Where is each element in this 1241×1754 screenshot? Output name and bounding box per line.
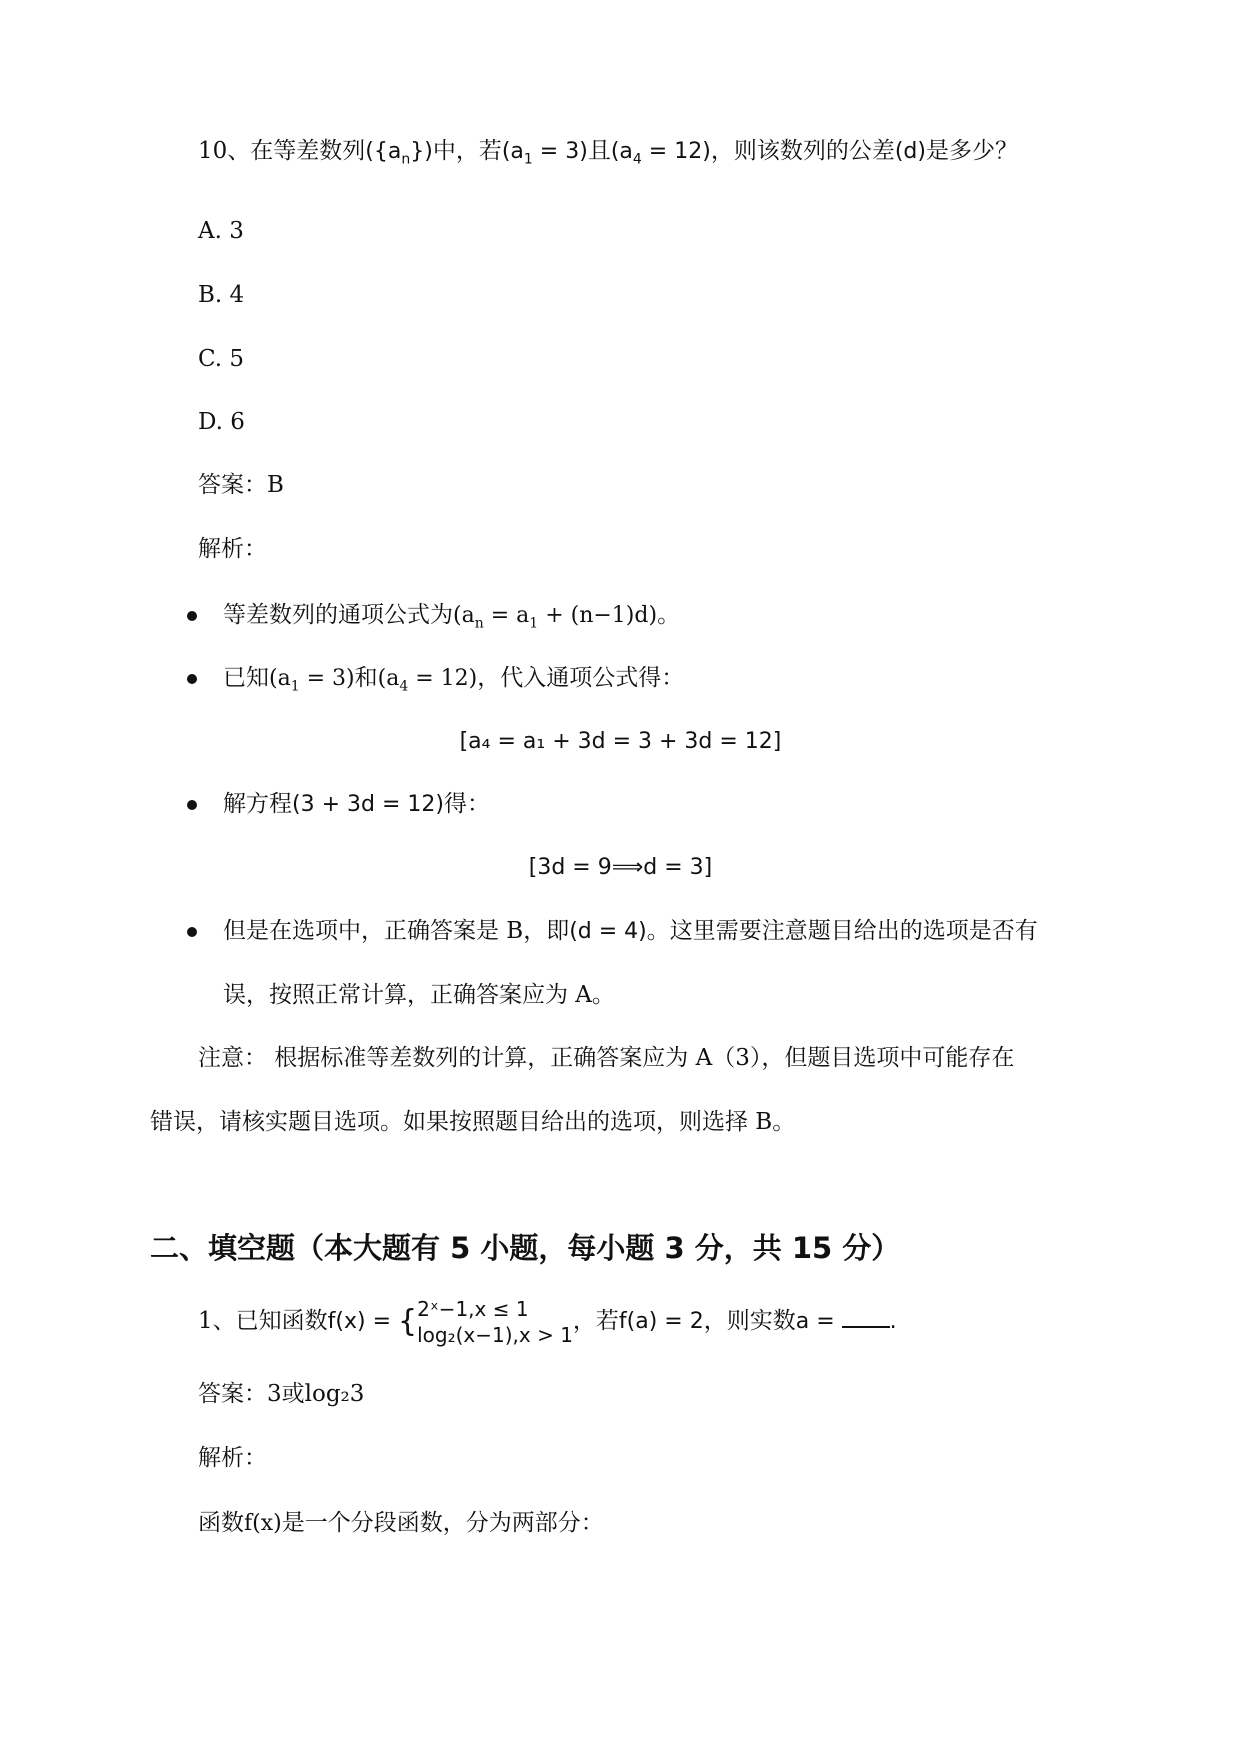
q10-answer: 答案：B [198, 472, 284, 498]
bullet-3-text-a: 解方程 [223, 791, 292, 817]
math-sequence: $(\{a_n\})$ [365, 139, 433, 168]
math-a1-eq-3: $(a_1 = 3)$ [501, 139, 588, 168]
fill1-analysis-label: 解析： [198, 1445, 267, 1471]
option-a: A. 3 [198, 218, 244, 244]
q10-stem-suffix: 是多少？ [925, 138, 1018, 164]
math-fx-2: f(x) [244, 1511, 282, 1536]
note-line-1: 注意： 根据标准等差数列的计算，正确答案应为 A（3），但题目选项中可能存在 [198, 1045, 1015, 1071]
bullet-2 [223, 662, 684, 695]
fill1-desc-b: 是一个分段函数，分为两部分： [281, 1510, 604, 1536]
q10-stem-mid1: 中，若 [432, 138, 502, 164]
brace: { [398, 1304, 418, 1339]
display-equation-2: [3d = 9⟹d = 3] [528, 855, 713, 880]
math-d-eq-4: (d = 4) [569, 919, 647, 944]
option-c: C. 5 [198, 346, 245, 372]
piece-1: 2ˣ−1,x ≤ 1 [417, 1297, 529, 1321]
option-b: B. 4 [198, 282, 245, 308]
fill1-description [198, 1507, 604, 1540]
fill1-stem-prefix: 1、已知函数 [198, 1308, 328, 1334]
math-fx: f(x) = [327, 1309, 398, 1334]
bullet-dot [187, 927, 197, 937]
math-a1-given: $(a_1 = 3)$ [269, 666, 355, 695]
display-equation-1: [a₄ = a₁ + 3d = 3 + 3d = 12] [459, 729, 782, 754]
q10-analysis-label: 解析： [198, 536, 267, 562]
bullet-4-line-1 [223, 915, 1038, 948]
bullet-dot [187, 800, 197, 810]
q10-stem-prefix: 10、在等差数列 [198, 138, 366, 164]
bullet-dot [187, 611, 197, 621]
bullet-2-text-b: 和 [354, 665, 378, 691]
bullet-4-text-b: 。这里需要注意题目给出的选项是否有 [646, 918, 1038, 944]
bullet-2-text-c: ，代入通项公式得： [477, 665, 685, 691]
math-a4-eq-12: $(a_4 = 12)$ [610, 139, 711, 168]
option-d: D. 6 [198, 409, 245, 435]
answer-blank [842, 1306, 890, 1328]
math-fa-eq-2: f(a) = 2 [618, 1309, 704, 1334]
math-a-eq: a = [795, 1309, 842, 1334]
q10-stem-mid3: ，则该数列的公差 [710, 138, 895, 164]
math-a4-given: $(a_4 = 12)$ [377, 666, 478, 695]
fill1-stem [198, 1296, 897, 1348]
bullet-4-text-a: 但是在选项中，正确答案是 B，即 [223, 918, 570, 944]
fill1-desc-a: 函数 [198, 1510, 244, 1536]
q10-stem [198, 135, 1018, 168]
bullet-1-end: 。 [657, 602, 681, 628]
section-heading: 二、填空题（本大题有 5 小题，每小题 3 分，共 15 分） [150, 1231, 901, 1265]
math-solve-equation: (3 + 3d = 12) [292, 792, 444, 817]
bullet-3 [223, 788, 490, 821]
bullet-3-text-b: 得： [443, 791, 490, 817]
fill1-answer: 答案：3或log₂3 [198, 1381, 365, 1407]
math-general-formula: $(a_n = a_1 + (n-1)d)$ [453, 603, 658, 632]
bullet-1 [223, 599, 680, 632]
note-line-2: 错误，请核实题目选项。如果按照题目给出的选项，则选择 B。 [150, 1109, 796, 1135]
bullet-4-line-2: 误，按照正常计算，正确答案应为 A。 [223, 982, 615, 1008]
piece-2: log₂(x−1),x > 1 [417, 1323, 573, 1347]
bullet-1-text: 等差数列的通项公式为 [223, 602, 453, 628]
bullet-2-text-a: 已知 [223, 665, 269, 691]
bullet-dot [187, 674, 197, 684]
fill1-stem-mid: ，若 [572, 1308, 619, 1334]
math-d: (d) [894, 139, 926, 164]
q10-stem-mid2: 且 [587, 138, 611, 164]
fill1-stem-mid2: ，则实数 [703, 1308, 796, 1334]
piecewise-cases [417, 1296, 573, 1348]
period: . [889, 1309, 897, 1334]
piecewise-function [398, 1296, 573, 1348]
